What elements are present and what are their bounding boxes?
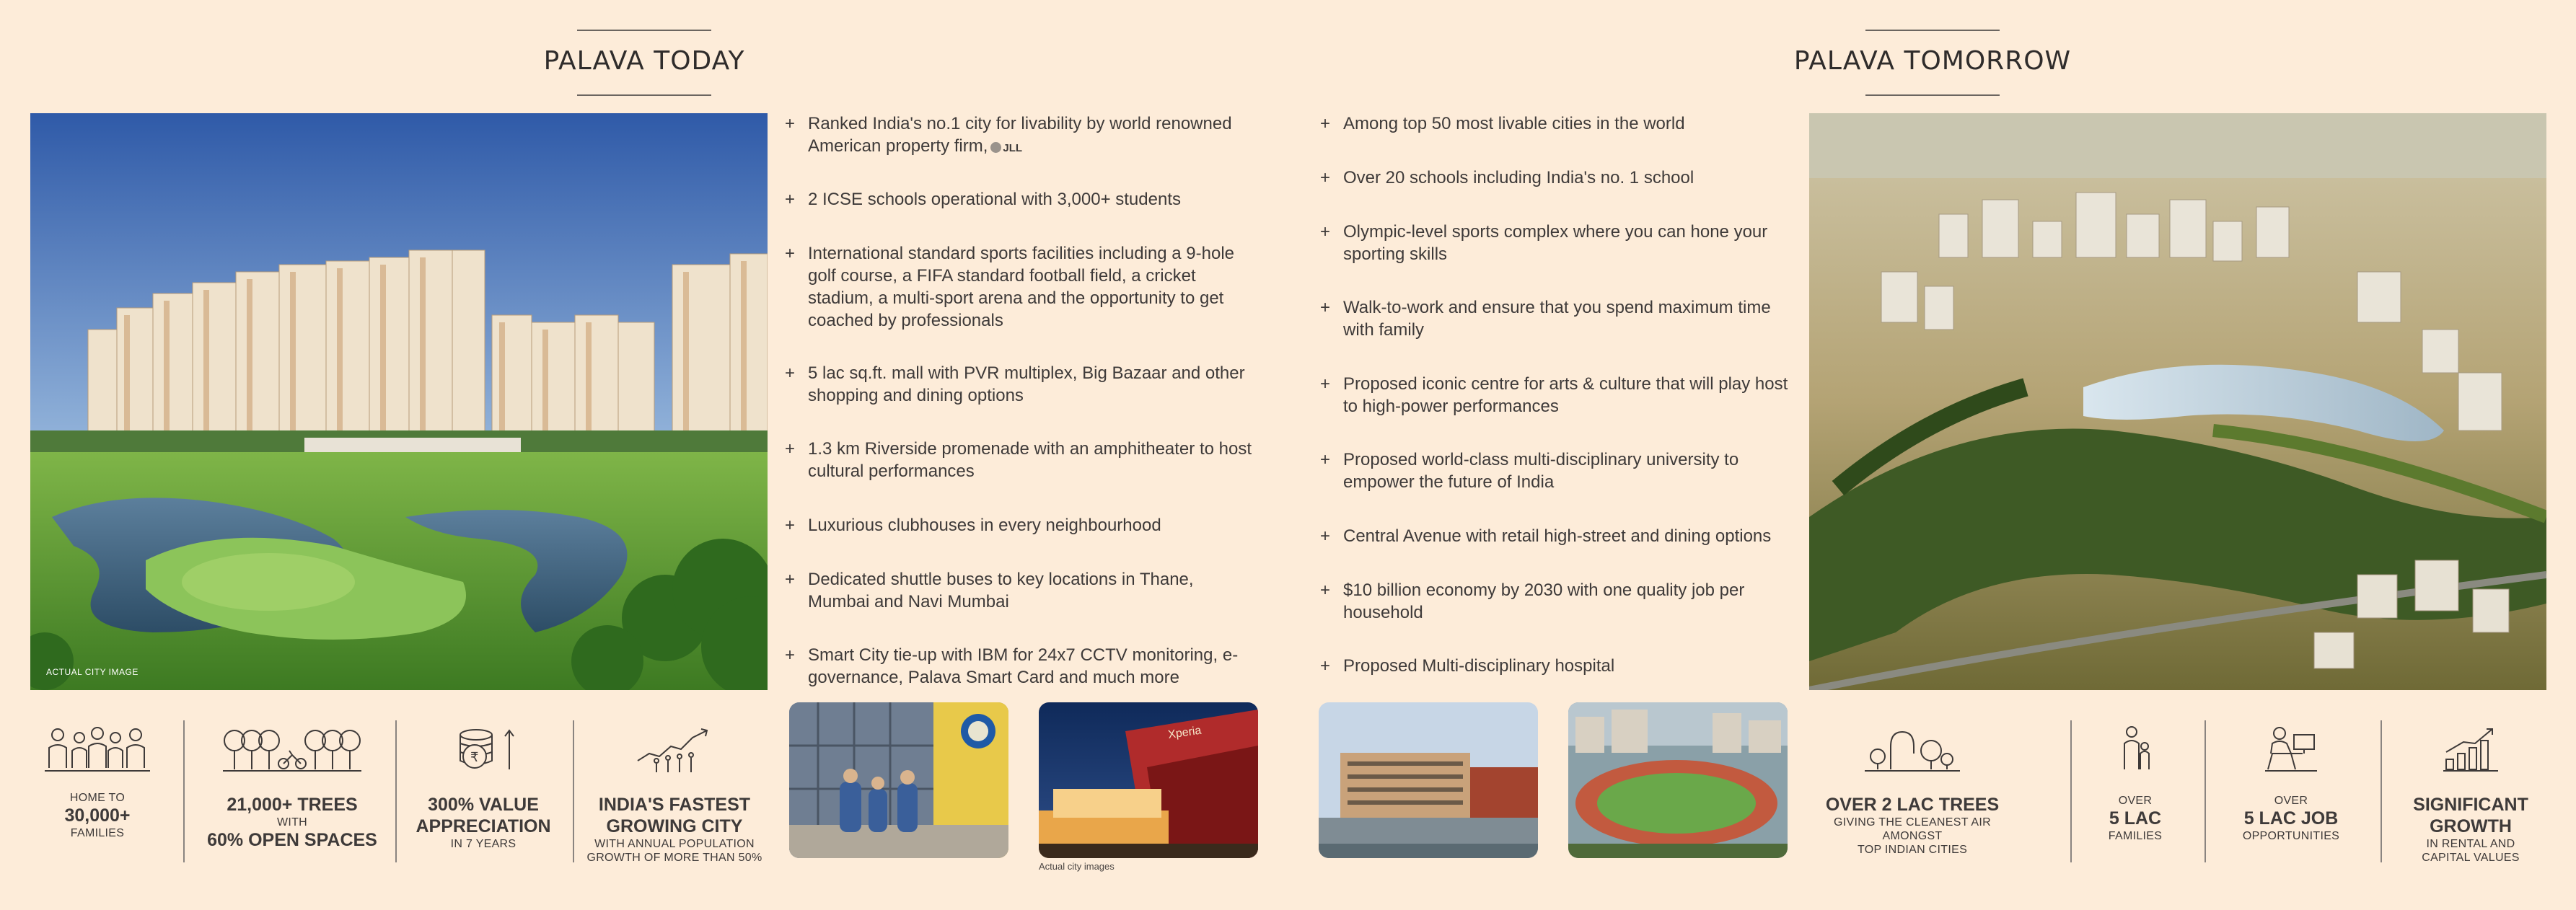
plus-icon: +	[785, 114, 796, 133]
stat-families-tomorrow	[2078, 725, 2193, 843]
worker-icon	[2262, 725, 2320, 775]
plus-icon: +	[785, 244, 796, 263]
bullet-text: Proposed Multi-disciplinary hospital	[1343, 656, 1615, 676]
plus-icon: +	[785, 190, 796, 209]
list-item	[785, 438, 1255, 482]
stat-value-2: GROWING CITY	[606, 816, 743, 836]
bullet-text: Walk-to-work and ensure that you spend maximum time with family	[1343, 298, 1771, 340]
stat-bottom-text: OPPORTUNITIES	[2242, 830, 2340, 842]
list-item	[785, 568, 1255, 613]
stat-bottom-text: IN RENTAL AND	[2426, 838, 2515, 850]
trees-icon	[1862, 725, 1963, 775]
plus-icon: +	[1320, 298, 1331, 317]
bullet-text: Ranked India's no.1 city for livability by world renowned American property firm,	[808, 114, 1232, 156]
list-item	[785, 112, 1255, 159]
stat-bottom-text-2: GROWTH OF MORE THAN 50%	[586, 852, 762, 864]
divider	[2381, 720, 2382, 862]
bullet-text: Over 20 schools including India's no. 1 school	[1343, 168, 1694, 187]
divider	[183, 720, 185, 862]
stat-trees	[195, 725, 390, 851]
bullet-text: 1.3 km Riverside promenade with an amphitheater to host cultural performances	[808, 439, 1252, 481]
stat-top-text: OVER	[2118, 795, 2153, 807]
stat-value: 5 LAC JOB	[2243, 808, 2339, 829]
stat-families	[29, 725, 166, 840]
list-item	[1320, 655, 1790, 677]
bar-growth-icon	[2442, 725, 2500, 775]
stat-value: 5 LAC	[2109, 808, 2162, 829]
plus-icon: +	[1320, 374, 1331, 394]
stat-top-text: OVER	[2274, 795, 2308, 807]
plus-icon: +	[785, 645, 796, 665]
bullet-text: 2 ICSE schools operational with 3,000+ students	[808, 190, 1181, 209]
divider	[395, 720, 397, 862]
list-item	[1320, 296, 1790, 341]
list-item	[1320, 221, 1790, 265]
list-item	[1320, 449, 1790, 493]
stat-bottom-text: FAMILIES	[2108, 830, 2163, 842]
plus-icon: +	[785, 439, 796, 459]
plus-icon: +	[1320, 222, 1331, 242]
list-item	[1320, 112, 1790, 135]
school-photo	[789, 702, 1008, 858]
bullet-text: $10 billion economy by 2030 with one quality job per household	[1343, 580, 1745, 622]
stat-value: INDIA'S FASTEST	[598, 795, 751, 815]
plus-icon: +	[1320, 114, 1331, 133]
today-city-photo	[30, 113, 768, 690]
list-item	[1320, 579, 1790, 624]
tomorrow-heading: PALAVA TOMORROW	[1793, 46, 2072, 76]
list-item	[785, 188, 1255, 211]
stat-value: SIGNIFICANT	[2413, 795, 2528, 815]
coins-icon	[447, 725, 519, 775]
tomorrow-city-render	[1809, 113, 2546, 690]
stat-value: 21,000+ TREES	[227, 795, 358, 815]
heading-rule-top	[577, 30, 711, 31]
mall-photo	[1039, 702, 1258, 858]
stat-value: 300% VALUE	[428, 795, 539, 815]
heading-rule-top	[1865, 30, 2000, 31]
families-icon	[43, 725, 151, 775]
divider	[2070, 720, 2072, 862]
plus-icon: +	[1320, 580, 1331, 600]
stat-jobs	[2212, 725, 2370, 843]
list-item	[1320, 373, 1790, 418]
stat-value: OVER 2 LAC TREES	[1825, 795, 2000, 815]
bullet-text: Central Avenue with retail high-street and dining options	[1343, 526, 1772, 546]
stat-appreciation	[404, 725, 563, 851]
jll-logo: JLL	[990, 137, 1022, 159]
plus-icon: +	[785, 516, 796, 535]
trees-icon	[220, 725, 364, 775]
stat-bottom-text-2: TOP INDIAN CITIES	[1857, 844, 1968, 856]
stat-value-2: 60% OPEN SPACES	[207, 830, 377, 850]
list-item	[785, 514, 1255, 536]
stat-mid-text: WITH	[276, 816, 308, 829]
plus-icon: +	[785, 570, 796, 589]
svg-text:₹: ₹	[470, 750, 479, 765]
plus-icon: +	[1320, 450, 1331, 469]
bullet-text: International standard sports facilities including a 9-hole golf course, a FIFA standard football field, a cricket stadium, a multi-sport arena and the opportunity to get coached by professionals	[808, 244, 1235, 330]
bullet-text: Dedicated shuttle buses to key locations in Thane, Mumbai and Navi Mumbai	[808, 570, 1194, 611]
photo-caption: ACTUAL CITY IMAGE	[46, 667, 139, 677]
bullet-text: Smart City tie-up with IBM for 24x7 CCTV monitoring, e-governance, Palava Smart Card and much more	[808, 645, 1239, 687]
list-item	[1320, 525, 1790, 547]
stat-value-2: APPRECIATION	[416, 816, 551, 836]
svg-text:Xperia: Xperia	[1167, 724, 1203, 741]
bullet-text: Proposed world-class multi-disciplinary university to empower the future of India	[1343, 450, 1739, 492]
stat-bottom-text-2: CAPITAL VALUES	[2422, 852, 2520, 864]
stat-bottom-text: FAMILIES	[70, 827, 125, 839]
growth-icon	[635, 725, 714, 775]
bullet-text: Luxurious clubhouses in every neighbourhood	[808, 516, 1161, 535]
bullet-text: Among top 50 most livable cities in the world	[1343, 114, 1685, 133]
stat-significant-growth	[2395, 725, 2546, 865]
plus-icon: +	[1320, 168, 1331, 187]
plus-icon: +	[1320, 526, 1331, 546]
stat-value-2: GROWTH	[2430, 816, 2512, 836]
stat-bottom-text: WITH ANNUAL POPULATION	[594, 838, 755, 850]
stat-top-text: HOME TO	[69, 792, 126, 804]
list-item	[785, 644, 1255, 689]
sports-complex-photo	[1568, 702, 1788, 858]
plus-icon: +	[1320, 656, 1331, 676]
stat-trees-tomorrow	[1808, 725, 2017, 857]
heading-rule-bottom	[1865, 94, 2000, 96]
stat-growing-city	[584, 725, 765, 865]
stat-value: 30,000+	[64, 805, 131, 826]
heading-rule-bottom	[577, 94, 711, 96]
bullet-text: Proposed iconic centre for arts & culture that will play host to high-power performances	[1343, 374, 1788, 416]
list-item	[785, 362, 1255, 407]
hospital-photo	[1319, 702, 1538, 858]
stat-bottom-text: GIVING THE CLEANEST AIR AMONGST	[1834, 816, 1991, 842]
thumbs-caption: Actual city images	[1039, 861, 1115, 872]
family-icon	[2110, 725, 2160, 775]
stat-bottom-text: IN 7 YEARS	[450, 838, 516, 850]
today-heading: PALAVA TODAY	[543, 46, 745, 76]
divider	[573, 720, 574, 862]
list-item	[785, 242, 1255, 332]
divider	[2204, 720, 2206, 862]
bullet-text: Olympic-level sports complex where you can hone your sporting skills	[1343, 222, 1768, 264]
plus-icon: +	[785, 363, 796, 383]
list-item	[1320, 167, 1790, 189]
bullet-text: 5 lac sq.ft. mall with PVR multiplex, Big Bazaar and other shopping and dining options	[808, 363, 1245, 405]
